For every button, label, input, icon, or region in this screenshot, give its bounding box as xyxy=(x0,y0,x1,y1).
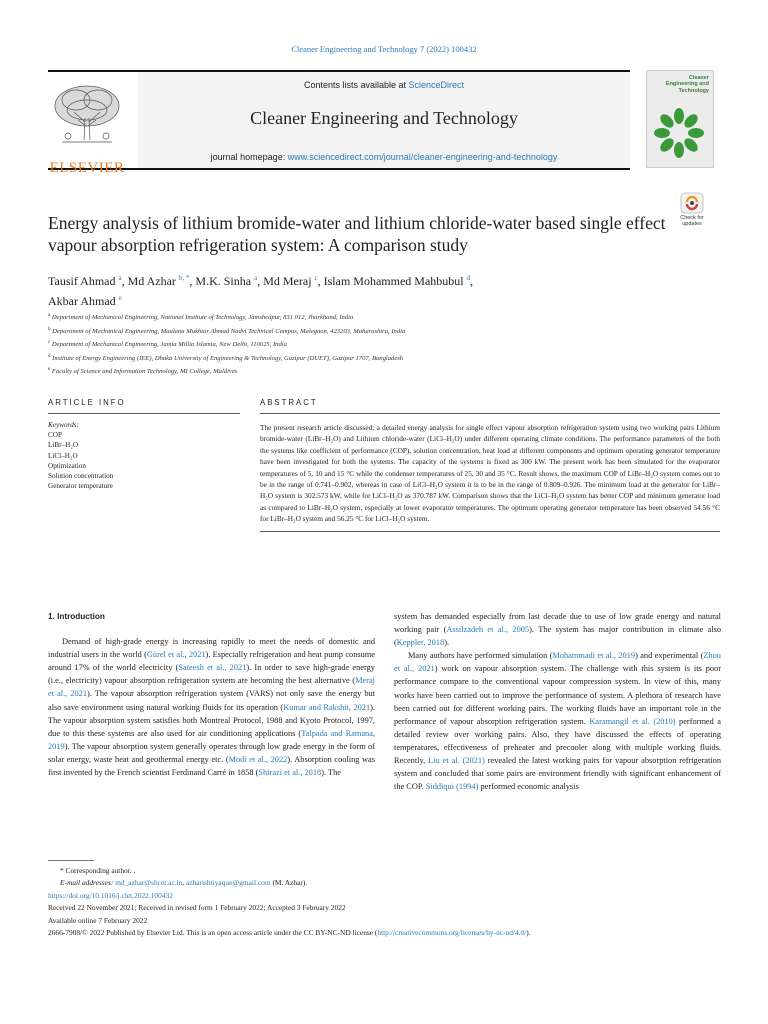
author-list: Tausif Ahmad $^a$, Md Azhar $^{b, *}$, M.K. Sinha $^a$, Md Meraj $^c$, Islam Mohammed Mahbubul $^d$, Akbar Ahmad $^e$ xyxy=(48,274,474,308)
doi-link[interactable]: https://doi.org/10.1016/j.clet.2022.100432 xyxy=(48,890,173,900)
affiliation-mark: d xyxy=(48,353,51,359)
author-affiliation-mark[interactable]: b, * xyxy=(178,274,190,282)
email-label: E-mail addresses: xyxy=(60,878,116,888)
author-name[interactable]: Akbar Ahmad xyxy=(48,294,116,308)
tree-icon xyxy=(48,80,126,150)
publisher-name: ELSEVIER xyxy=(49,160,125,176)
section-title: 1. Introduction xyxy=(48,612,105,621)
elsevier-tree-logo[interactable] xyxy=(48,80,126,176)
intro-paragraph-2 xyxy=(394,649,721,793)
paragraph-text: Demand of high-grade energy is increasing rapidly to meet the needs of domestic and industrial users in the world ( xyxy=(48,637,375,660)
footnotes xyxy=(48,860,728,939)
affiliation-text: Faculty of Science and Information Technology, MI College, Maldives xyxy=(51,368,238,376)
check-updates-label: Check for updates xyxy=(680,215,704,228)
paragraph-text: ). In order to save high-grade energy (i.e., electricity) vapour absorption refrigeration system are becoming the best alternative ( xyxy=(48,663,375,686)
paragraph-text: ). The vapour absorption system generally operates through low grade energy in the form of solar energy, waste heat and geothermal energy etc. ( xyxy=(48,741,375,764)
email-link-1[interactable]: md_azhar@shcet.ac.in xyxy=(115,878,183,888)
affiliation-text: Department of Mechanical Engineering, National Institute of Technology, Jamshedpur, 831 012, Jharkhand, India xyxy=(51,314,354,322)
license-link[interactable]: http://creativecommons.org/licenses/by-nc-nd/4.0/ xyxy=(377,928,527,938)
citation-link[interactable]: Shirazi et al., 2018 xyxy=(258,768,322,778)
paragraph-text: ). The vapour absorption refrigeration system (VARS) not only save the energy but also save environment using natural working fluids for its operation ( xyxy=(48,689,375,712)
citation-link[interactable]: Kumar and Rakshit, 2021 xyxy=(283,702,371,712)
affiliation-mark: c xyxy=(48,340,51,346)
paragraph-text: ). Absorption cooling was first invented by the French scientist Ferdinand Carré in 1858 ( xyxy=(48,754,375,778)
paragraph-text: ). The system has major contribution in climate also ( xyxy=(394,625,722,648)
author-name[interactable]: Md Meraj xyxy=(263,274,312,288)
author-affiliation-mark[interactable]: a xyxy=(254,274,258,282)
keywords-block xyxy=(48,420,240,491)
body-column-right xyxy=(394,610,721,793)
keyword: LiBr–H₂O xyxy=(48,441,79,450)
keyword: Solution concentration xyxy=(48,472,114,481)
email-line xyxy=(48,877,728,889)
author-affiliation-mark[interactable]: a xyxy=(118,274,122,282)
keyword: Optimization xyxy=(48,461,86,470)
affiliation xyxy=(48,364,668,378)
author-affiliation-mark[interactable]: c xyxy=(314,274,318,282)
affiliation xyxy=(48,351,668,365)
intro-paragraph-1-continued xyxy=(394,610,721,649)
check-for-updates-button[interactable] xyxy=(673,192,711,230)
paragraph-text: ) work on vapour absorption system. The challenge with this system is its poor performance compare to the conventional vapour compression system. In view of this, many works have been carried out to improve the performance of system. A plethora of research have been carried out for different working pairs. The working fluids have an important role in the performance of vapour absorption refrigeration system. xyxy=(394,664,722,726)
citation-link[interactable]: Siddiqui (1994) xyxy=(425,782,479,792)
article-info-heading: ARTICLE INFO xyxy=(48,398,240,414)
homepage-line xyxy=(138,152,630,162)
article-info-section xyxy=(48,398,240,491)
citation-link[interactable]: Zhou et al., 2021 xyxy=(394,651,721,674)
received-dates: Received 22 November 2021; Received in revised form 1 February 2022; Accepted 3 February 2022 xyxy=(48,903,346,913)
affiliation-mark: a xyxy=(48,313,51,318)
author-affiliation-mark[interactable]: e xyxy=(118,294,122,302)
citation-link[interactable]: Liu et al. (2021) xyxy=(428,756,485,766)
license-prefix: 2666-7908/© 2022 Published by Elsevier Ltd. This is an open access article under the CC BY-NC-ND license ( xyxy=(48,928,378,938)
keyword: LiCl–H₂O xyxy=(48,451,78,460)
license-line xyxy=(48,927,728,939)
email-link-2[interactable]: azharishtiyaque@gmail.com xyxy=(186,878,271,888)
affiliation xyxy=(48,324,668,338)
masthead-center xyxy=(138,72,630,168)
homepage-prefix: journal homepage: xyxy=(210,152,288,162)
abstract-section xyxy=(260,398,720,532)
keywords-label: Keywords: xyxy=(48,421,79,429)
paragraph-text: ). xyxy=(444,638,450,648)
author-name[interactable]: Islam Mohammed Mahbubul xyxy=(323,274,464,288)
license-suffix: ). xyxy=(526,928,531,938)
paragraph-text: performed economic analysis xyxy=(478,782,579,792)
paragraph-text: ). The xyxy=(321,768,341,778)
keyword: Generator temperature xyxy=(48,482,113,491)
homepage-link[interactable]: www.sciencedirect.com/journal/cleaner-engineering-and-technology xyxy=(287,152,558,162)
author-name[interactable]: Tausif Ahmad xyxy=(48,274,116,288)
available-online: Available online 7 February 2022 xyxy=(48,915,148,925)
contents-line xyxy=(138,80,630,90)
affiliation-text: Institute of Energy Engineering (IEE), Dhaka University of Engineering & Technology, Gazipur (DUET), Gazipur 1707, Bangladesh xyxy=(52,354,404,362)
citation-link[interactable]: Meraj et al., 2021 xyxy=(48,676,375,699)
abstract-text: The present research article discussed; a detailed energy analysis for single effect vapour absorption refrigeration system using two working pairs Lithium bromide-water (LiBr–H₂O) and Lithium chloride-water (LiCl–H₂O) under different operating climate conditions. The performance parameters of the both the systems like coefficient of performance (COP), solution concentration, heat load at different components and optimum operating generator temperature have been investigated for both the systems. The capacity of the systems is fixed as 300 kW. The present work has been simulated for the evaporator temperatures of 5, 10 and 15 °C while the condenser temperatures of 25, 30 and 35 °C. Result shows, the maximum COP of LiBr–H₂O system comes out to be in the range of 0.741–0.902, whereas in case of LiCl–H₂O system it is to be in the range of 0.809–0.926. The minimum load at the generator for LiBr–H₂O system is 302.573 kW, while for LiCl–H₂O as 370.787 kW. Comparison shows that the LiCl–H₂O system has better COP and minimum generator load as compared to LiBr–H₂O system, especially at lower evaporator temperatures. The optimum operating generator temperature has been observed 54.56 °C for LiBr–H₂O system and 56.25 °C for LiCl–H₂O system. xyxy=(260,422,720,532)
journal-masthead xyxy=(48,70,630,176)
running-head[interactable]: Cleaner Engineering and Technology 7 (2022) 100432 xyxy=(291,44,477,54)
citation-link[interactable]: Assilzadeh et al., 2005 xyxy=(446,625,530,635)
email-separator: , xyxy=(182,878,186,888)
abstract-heading: ABSTRACT xyxy=(260,398,720,414)
citation-link[interactable]: Mohammadi et al., 2019 xyxy=(552,651,636,661)
cover-title: Cleaner Engineering and Technology xyxy=(665,75,709,94)
paragraph-text: revealed the latest working pairs for vapour absorption refrigeration system and concluded that some pairs are environment friendly with significant enhancement of the COP. xyxy=(394,756,721,792)
footnote-rule xyxy=(48,860,94,861)
paragraph-text: performed a detailed review over working pairs. Also, they have discussed the effects of operating temperatures, effectiveness of preheater and precooler along with multiple working fluids. Recently, xyxy=(394,716,721,766)
affiliation-text: Department of Mechanical Engineering, Jamia Millia Islamia, New Delhi, 110025, India xyxy=(51,341,287,349)
affiliations-list xyxy=(48,310,668,378)
citation-link[interactable]: Talpada and Ramana, 2019 xyxy=(48,728,375,751)
affiliation xyxy=(48,310,668,324)
citation-link[interactable]: Sateesh et al., 2021 xyxy=(178,663,247,673)
keyword: COP xyxy=(48,431,62,440)
journal-title: Cleaner Engineering and Technology xyxy=(250,108,518,128)
contents-prefix: Contents lists available at xyxy=(303,80,409,90)
paragraph-text: ). Especially refrigeration and heat pump consume around 17% of the world electricity ( xyxy=(48,650,375,673)
paragraph-text: ). The vapour absorption system satisfies both Montreal Protocol, 1988 and Kyoto Protocol, 1997, due to this these systems are also used for air conditioning applications ( xyxy=(48,702,376,738)
body-column-left xyxy=(48,610,375,779)
journal-cover-thumbnail[interactable] xyxy=(646,70,714,168)
article-title: Energy analysis of lithium bromide-water and lithium chloride-water based single effect vapour absorption refrigeration system: A comparison study xyxy=(48,213,666,255)
paragraph-text: system has demanded especially from last decade due to use of low grade energy and natural working pair ( xyxy=(394,612,721,635)
intro-paragraph-1 xyxy=(48,635,375,779)
corresponding-author-note: * Corresponding author. . xyxy=(60,866,136,875)
author-name[interactable]: M.K. Sinha xyxy=(195,274,252,288)
affiliation-mark: b xyxy=(48,326,51,332)
paragraph-text: Many authors have performed simulation ( xyxy=(408,651,553,661)
affiliation xyxy=(48,337,668,351)
sciencedirect-link[interactable]: ScienceDirect xyxy=(408,80,465,90)
cover-leaf-icon xyxy=(651,105,707,161)
citation-link[interactable]: Keppler, 2018 xyxy=(396,638,445,648)
citation-link[interactable]: Modi et al., 2022 xyxy=(228,754,288,764)
author-name[interactable]: Md Azhar xyxy=(127,274,176,288)
citation-link[interactable]: Gürel et al., 2021 xyxy=(146,650,206,660)
affiliation-mark: e xyxy=(48,367,51,373)
citation-link[interactable]: Karamangil et al. (2010) xyxy=(589,716,676,726)
author-affiliation-mark[interactable]: d xyxy=(466,274,471,282)
affiliation-text: Department of Mechanical Engineering, Maulana Mukhtar Ahmad Nadvi Technical Campus, Malegaon, 423203, Maharashtra, India xyxy=(52,327,406,335)
check-updates-icon xyxy=(680,192,704,214)
email-suffix: (M. Azhar). xyxy=(270,878,308,888)
paragraph-text: ) and experimental ( xyxy=(635,651,704,661)
keyword-list xyxy=(48,430,240,491)
